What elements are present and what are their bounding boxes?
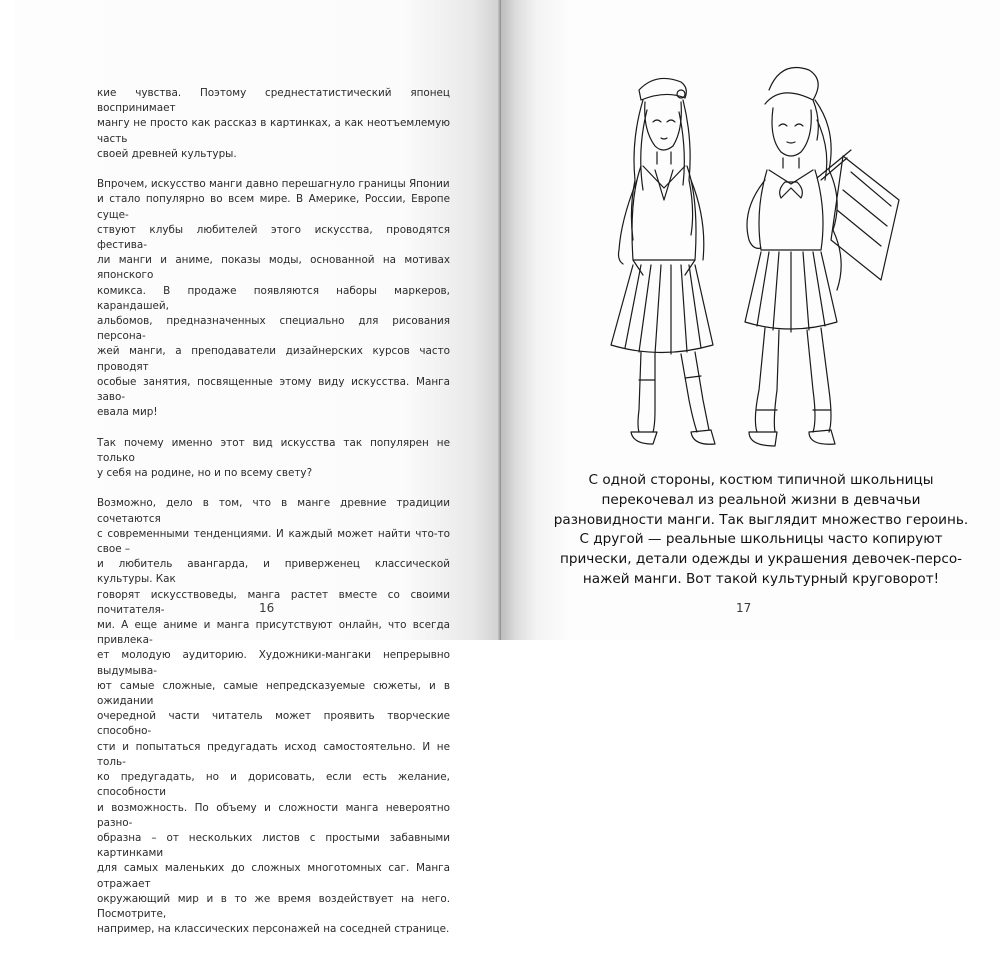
right-page [501, 0, 1000, 640]
left-page [14, 0, 501, 936]
illustration-caption: С одной стороны, костюм типичной школьницы перекочевал из реальной жизни в девчачьи разновидности манги. Так выглядит множество героинь. С другой — реальные школьницы часто копируют прически, детали одежды и украшения девочек-персо- нажей манги. Вот такой культурный круговорот! [553, 472, 969, 587]
page-number: 16 [259, 601, 275, 615]
schoolgirl-with-bag-drawing [745, 68, 899, 447]
page-number: 17 [736, 601, 752, 615]
paragraph: кие чувства. Поэтому среднестатистический японец воспринимает мангу не просто как рассказ в картинках, а как неотъемлемую часть своей древней культуры. [97, 87, 450, 160]
manga-schoolgirls-illustration [581, 60, 911, 460]
paragraph: Так почему именно этот вид искусства так популярен не только у себя на родине, но и по всему свету? [97, 436, 450, 480]
body-text [97, 86, 450, 953]
paragraph: Возможно, дело в том, что в манге древние традиции сочетаются с современными тенденциями. И каждый может найти что-то свое – и любитель авангарда, и приверженец классической культуры. Как говорят искусствоведы, манга растет вместе со своими почитателя- ми. А еще аниме и манга присутствуют онлайн, что всегда привлека- ет молодую аудиторию. Художники-мангаки непрерывно выдумыва- ют самые сложные, самые непредсказуемые сюжеты, и в ожидании очередной части читатель может проявить творческие способно- сти и попытаться предугадать исход самостоятельно. И не толь- ко предугадать, но и дорисовать, если есть желание, способности и возможность. По объему и сложности манга невероятно разно- образна – от нескольких листов с простыми забавными картинками для самых маленьких до сложных многотомных саг. Манга отражает окружающий мир и в то же время воздействует на него. Посмотрите, например, на классических персонажей на соседней странице. [97, 497, 450, 936]
schoolgirl-with-beret-drawing [611, 78, 715, 444]
paragraph: Впрочем, искусство манги давно перешагнуло границы Японии и стало популярно во всем мире. В Америке, России, Европе суще- ствуют клубы любителей этого искусства, проводятся фестива- ли манги и аниме, показы моды, основанной на мотивах японского комикса. В продаже появляются наборы маркеров, карандашей, альбомов, предназначенных специально для рисования персона- жей манги, а преподаватели дизайнерских курсов часто проводят особые занятия, посвященные этому виду искусства. Манга заво- евала мир! [97, 178, 450, 419]
